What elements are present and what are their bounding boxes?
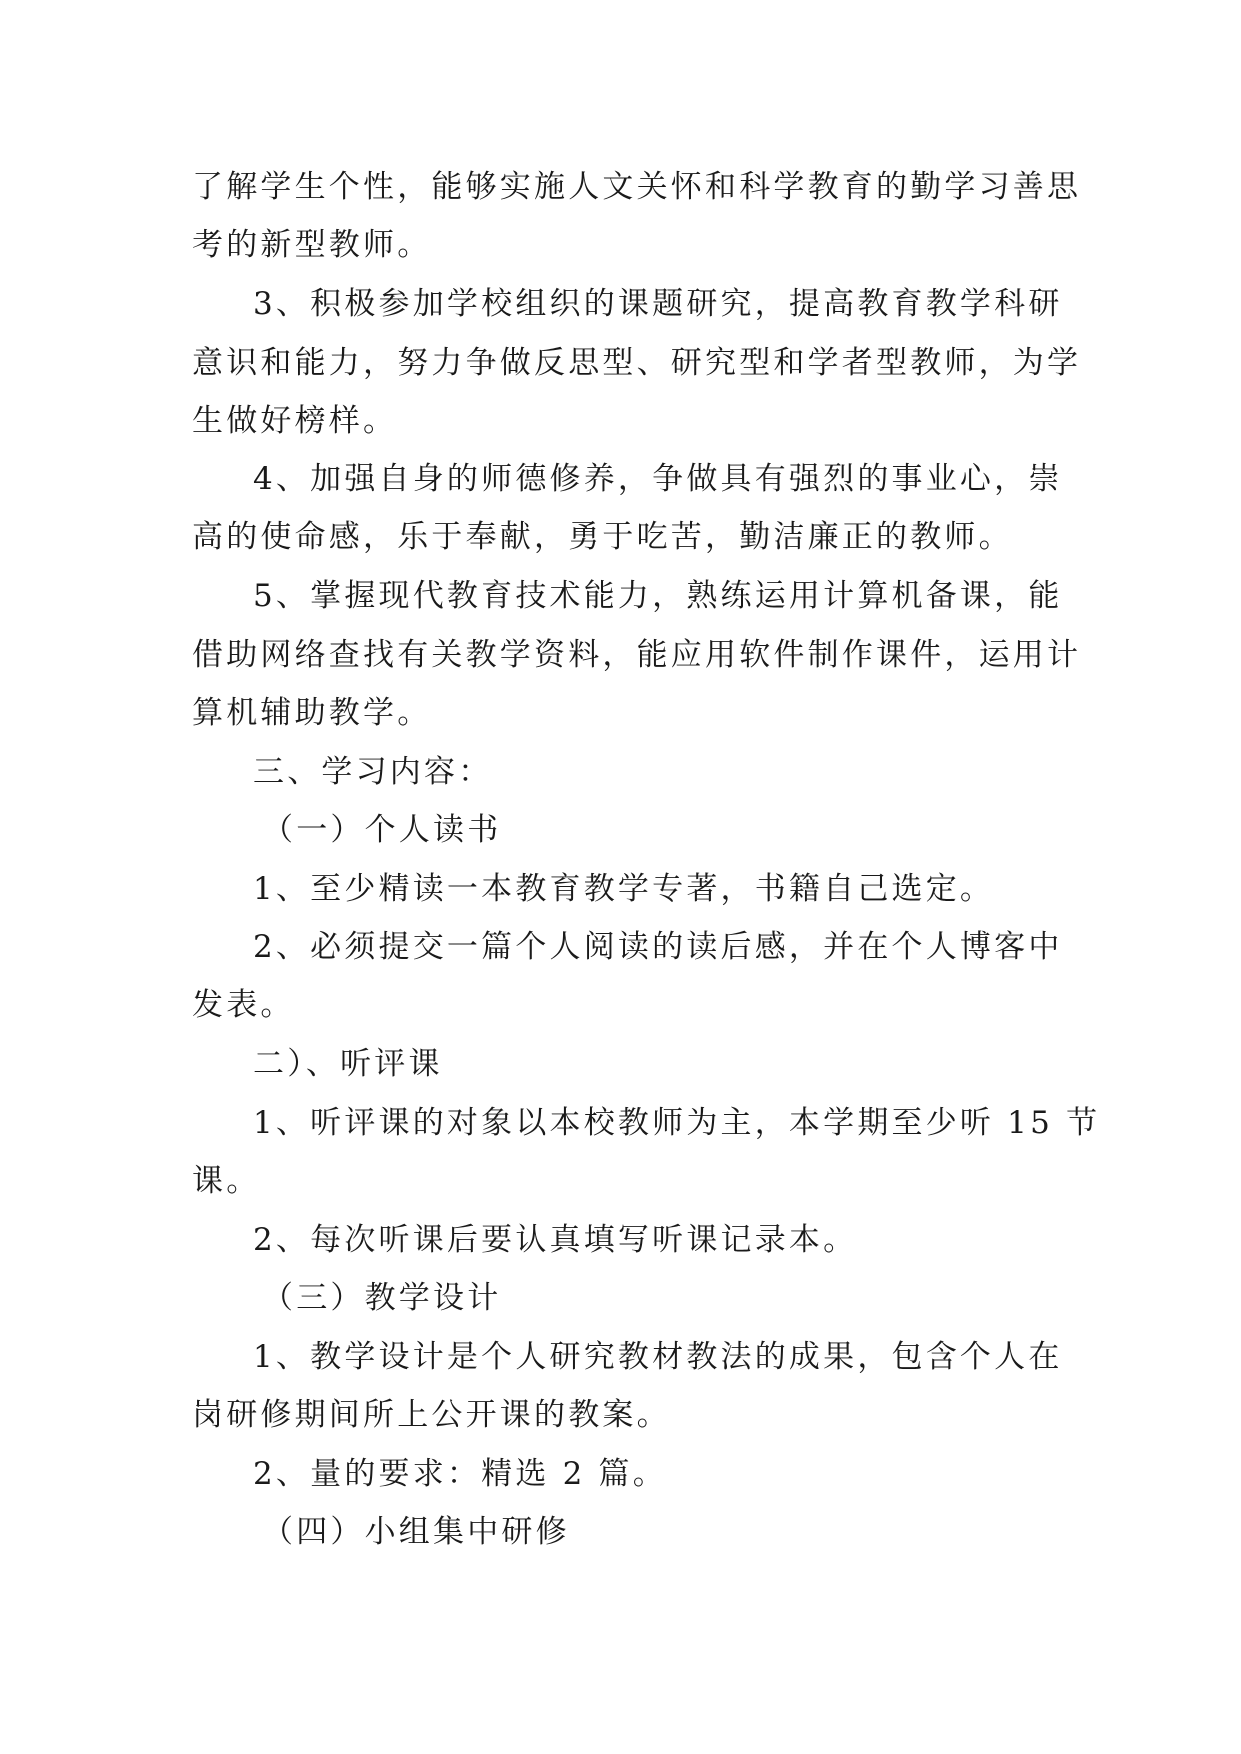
- subsection-heading: （四）小组集中研修: [262, 1514, 570, 1550]
- paragraph-line: 生做好榜样。: [192, 403, 398, 439]
- paragraph-line: 2、每次听课后要认真填写听课记录本。: [253, 1222, 858, 1258]
- paragraph-line: 算机辅助教学。: [192, 695, 432, 731]
- paragraph-line: 高的使命感，乐于奉献，勇于吃苦，勤洁廉正的教师。: [192, 519, 1013, 555]
- paragraph-line: 课。: [192, 1163, 261, 1199]
- section-heading: 三、学习内容：: [253, 754, 493, 790]
- paragraph-line: 发表。: [192, 987, 295, 1023]
- paragraph-line: 意识和能力，努力争做反思型、研究型和学者型教师，为学: [192, 345, 1082, 381]
- paragraph-line: 3、积极参加学校组织的课题研究，提高教育教学科研: [253, 286, 1063, 322]
- subsection-heading: （一）个人读书: [262, 812, 502, 848]
- paragraph-line: 1、至少精读一本教育教学专著，书籍自己选定。: [253, 871, 995, 907]
- subsection-heading: （三）教学设计: [262, 1280, 502, 1316]
- paragraph-line: 岗研修期间所上公开课的教案。: [192, 1397, 671, 1433]
- paragraph-line: 2、必须提交一篇个人阅读的读后感，并在个人博客中: [253, 929, 1063, 965]
- paragraph-line: 2、量的要求：精选 2 篇。: [253, 1456, 667, 1492]
- paragraph-line: 1、听评课的对象以本校教师为主，本学期至少听 15 节: [253, 1105, 1101, 1141]
- paragraph-line: 了解学生个性，能够实施人文关怀和科学教育的勤学习善思: [192, 169, 1082, 205]
- paragraph-line: 借助网络查找有关教学资料，能应用软件制作课件，运用计: [192, 637, 1082, 673]
- paragraph-line: 考的新型教师。: [192, 227, 432, 263]
- paragraph-line: 5、掌握现代教育技术能力，熟练运用计算机备课，能: [253, 578, 1063, 614]
- paragraph-line: 1、教学设计是个人研究教材教法的成果，包含个人在: [253, 1339, 1063, 1375]
- paragraph-line: 4、加强自身的师德修养，争做具有强烈的事业心，崇: [253, 461, 1063, 497]
- subsection-heading: 二）、听评课: [253, 1046, 443, 1082]
